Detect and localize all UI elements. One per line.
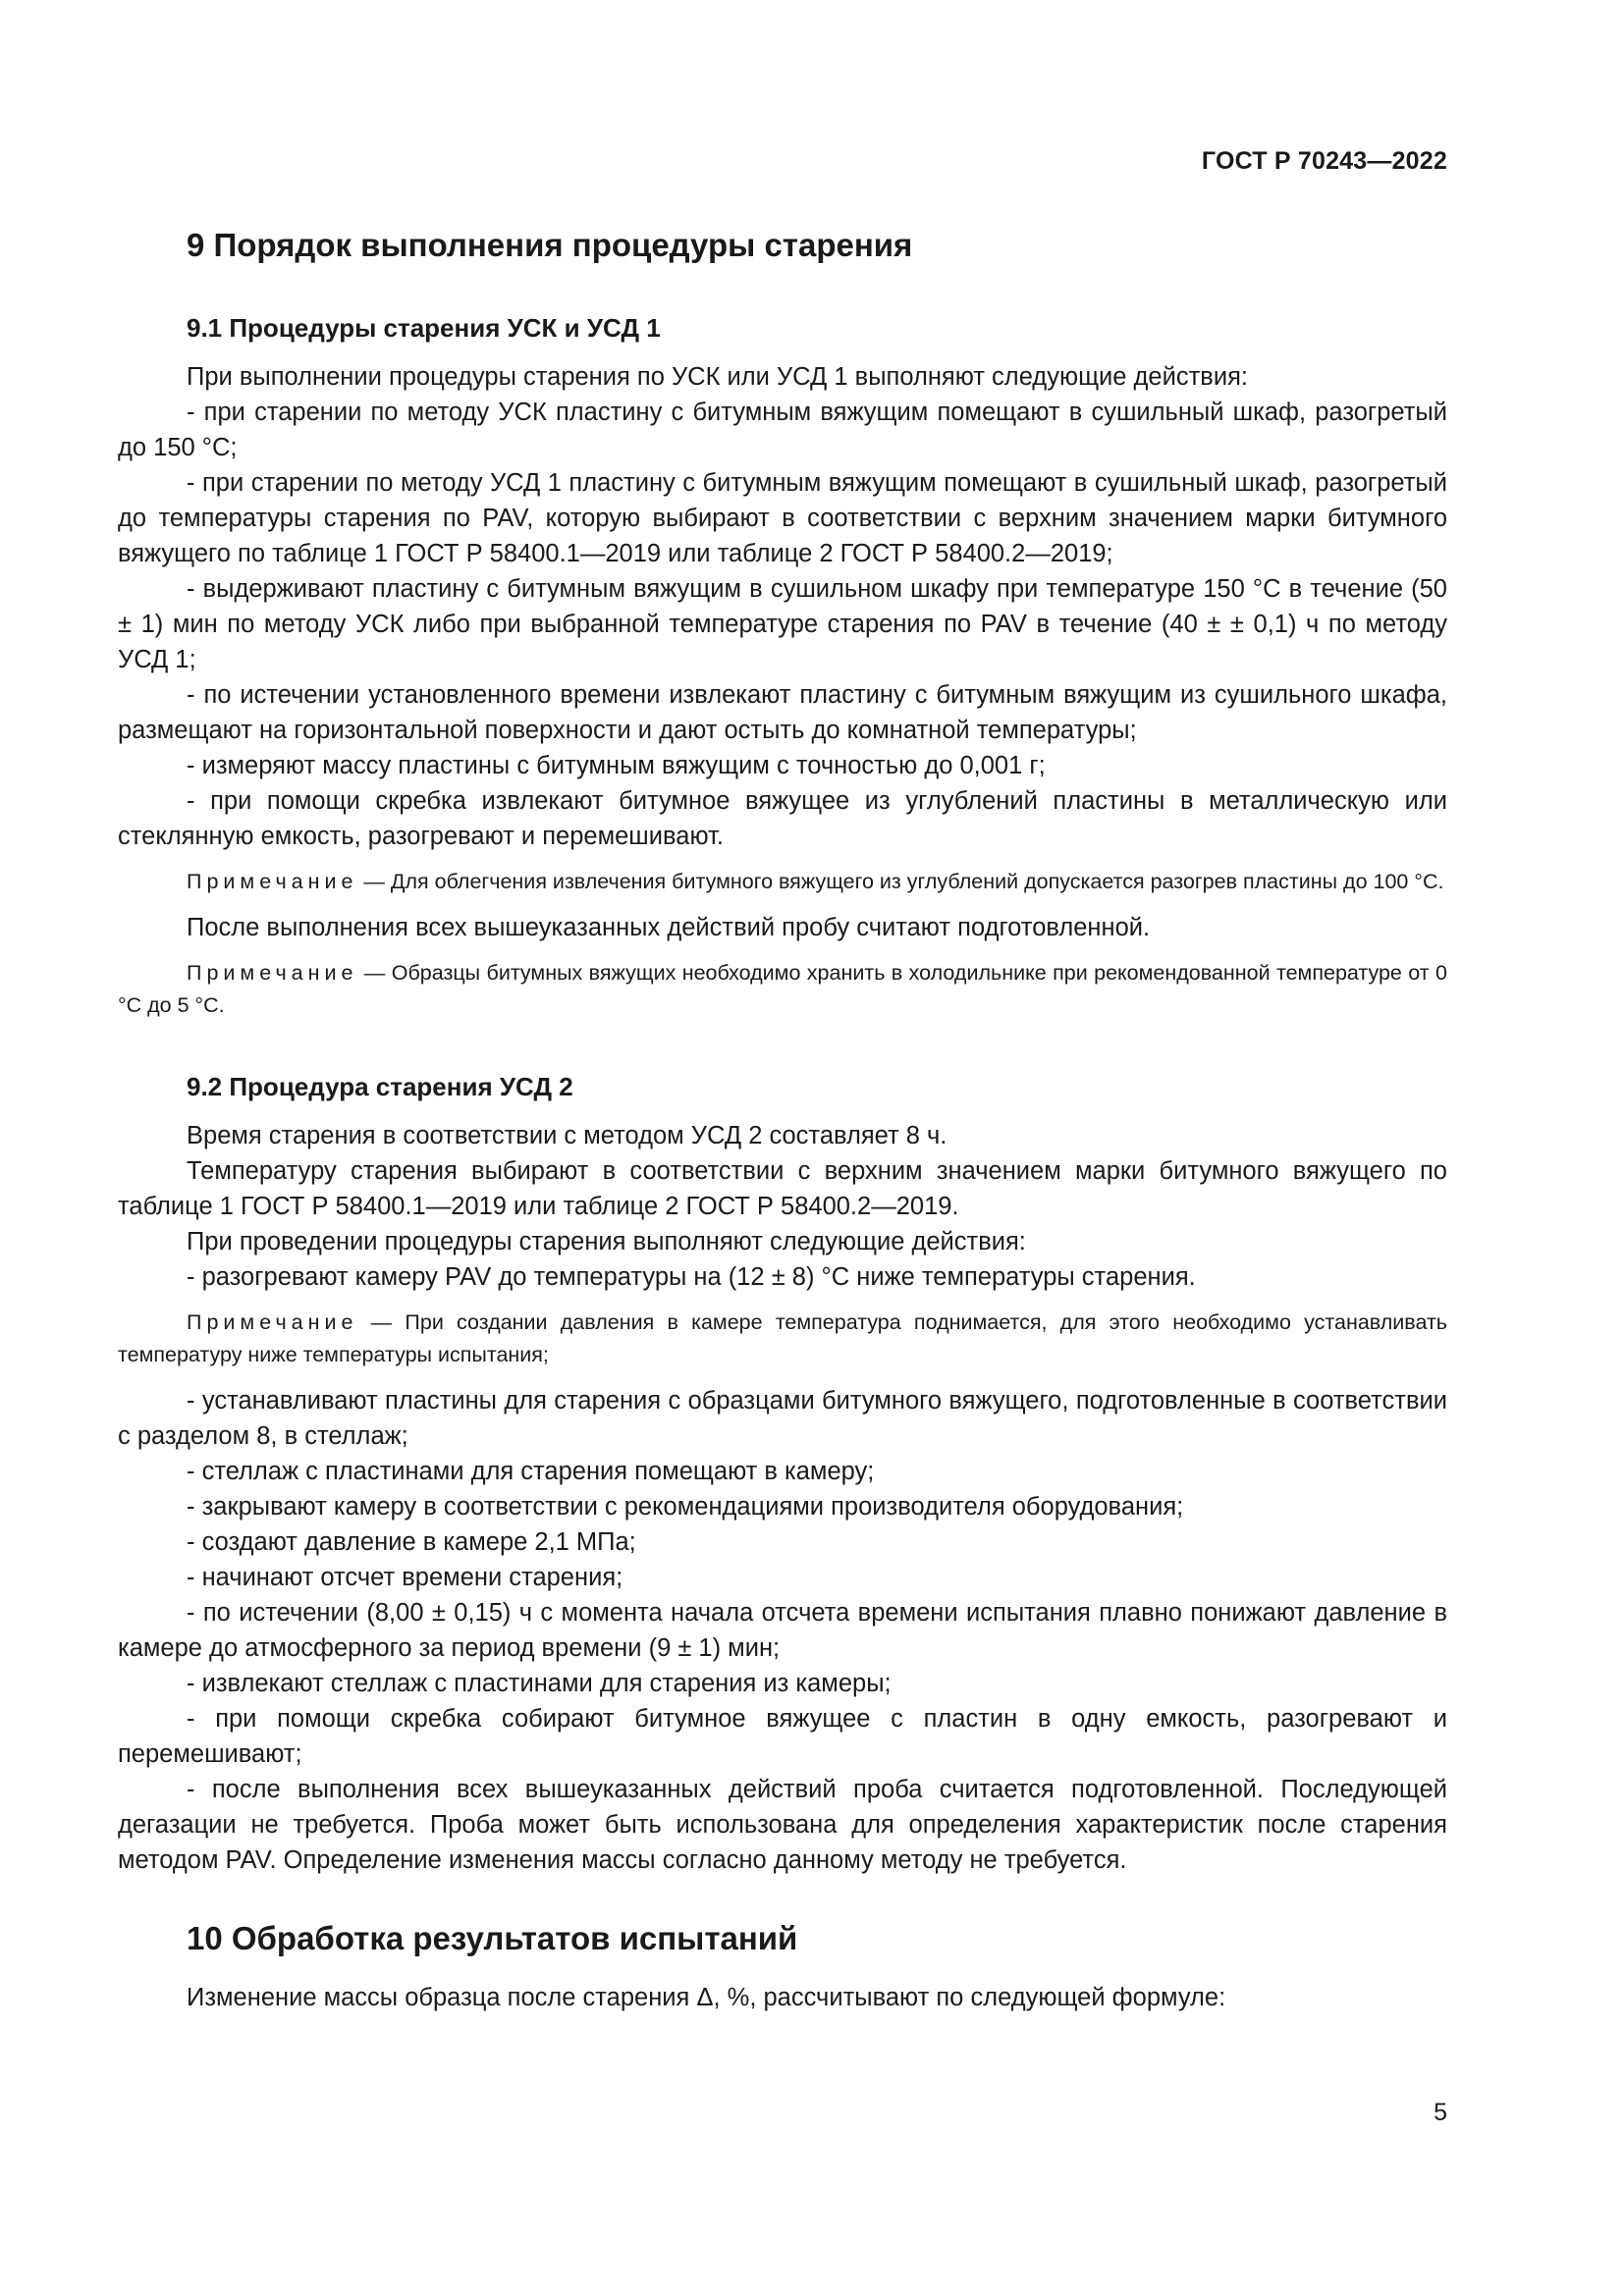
page-number: 5 [1434,2099,1447,2126]
document-header: ГОСТ Р 70243—2022 [1201,147,1447,175]
subsection-9-1-title: 9.1 Процедуры старения УСК и УСД 1 [187,313,661,343]
note [118,866,1447,898]
spacer [118,1034,1447,1069]
note-text: — Для облегчения извлечения битумного вяжущего из углублений допускается разогрев пластины до 100 °С. [357,870,1444,893]
note-label: Примечание [187,870,358,893]
list-item: - при старении по методу УСД 1 пластину с битумным вяжущим помещают в сушильный шкаф, разогретый до температуры старения по PAV, которую выбирают в соответствии с верхним значением марки битумного вяжущего по таблице 1 ГОСТ Р 58400.1—2019 или таблице 2 ГОСТ Р 58400.2—2019; [118,469,1447,567]
list-item: - после выполнения всех вышеуказанных действий проба считается подготовленной. Последующей дегазации не требуется. Проба может быть использована для определения характеристик после старения методом PAV. Определение изменения массы согласно данному методу не требуется. [118,1776,1447,1874]
paragraph: Время старения в соответствии с методом УСД 2 составляет 8 ч. [187,1122,947,1149]
section-9-title: 9 Порядок выполнения процедуры старения [187,227,913,263]
list-item: - по истечении установленного времени извлекают пластину с битумным вяжущим из сушильного шкафа, размещают на горизонтальной поверхности и дают остыть до комнатной температуры; [118,681,1447,744]
list-item: - начинают отсчет времени старения; [187,1564,623,1591]
note-text: — Образцы битумных вяжущих необходимо хранить в холодильнике при рекомендованной температуре от 0 °С до 5 °С. [118,961,1447,1017]
paragraph: После выполнения всех вышеуказанных действий пробу считают подготовленной. [187,914,1151,941]
list-item: - выдерживают пластину с битумным вяжущим в сушильном шкафу при температуре 150 °С в течение (50 ± 1) мин по методу УСК либо при выбранной температуре старения по PAV в течение (40 ± ± 0,1) ч по методу УСД 1; [118,575,1447,673]
list-item: - разогревают камеру PAV до температуры на (12 ± 8) °С ниже температуры старения. [187,1263,1196,1291]
list-item: - по истечении (8,00 ± 0,15) ч с момента начала отсчета времени испытания плавно понижают давление в камере до атмосферного за период времени (9 ± 1) мин; [118,1599,1447,1662]
subsection-9-2-title: 9.2 Процедура старения УСД 2 [187,1072,573,1101]
list-item: - устанавливают пластины для старения с образцами битумного вяжущего, подготовленные в соответствии с разделом 8, в стеллаж; [118,1387,1447,1450]
document-body [118,226,1447,2015]
note [118,957,1447,1022]
paragraph: При выполнении процедуры старения по УСК или УСД 1 выполняют следующие действия: [187,363,1248,391]
list-item: - измеряют массу пластины с битумным вяжущим с точностью до 0,001 г; [187,752,1046,779]
list-item: - закрывают камеру в соответствии с рекомендациями производителя оборудования; [187,1493,1184,1521]
list-item: - при помощи скребка собирают битумное вяжущее с пластин в одну емкость, разогревают и перемешивают; [118,1705,1447,1768]
paragraph: Изменение массы образца после старения Δ, %, рассчитывают по следующей формуле: [187,1984,1226,2011]
paragraph: Температуру старения выбирают в соответствии с верхним значением марки битумного вяжущего по таблице 1 ГОСТ Р 58400.1—2019 или таблице 2 ГОСТ Р 58400.2—2019. [118,1157,1447,1220]
list-item: - при старении по методу УСК пластину с битумным вяжущим помещают в сушильный шкаф, разогретый до 150 °С; [118,399,1447,461]
section-10-title: 10 Обработка результатов испытаний [187,1920,798,1956]
note [118,1307,1447,1371]
list-item: - создают давление в камере 2,1 МПа; [187,1528,636,1556]
list-item: - стеллаж с пластинами для старения помещают в камеру; [187,1458,875,1485]
list-item: - извлекают стеллаж с пластинами для старения из камеры; [187,1670,892,1697]
note-label: Примечание [187,961,358,985]
note-label: Примечание [187,1310,358,1334]
spacer [118,1878,1447,1919]
note-text: — При создании давления в камере температура поднимается, для этого необходимо устанавливать температуру ниже температуры испытания; [118,1310,1447,1366]
paragraph: При проведении процедуры старения выполняют следующие действия: [187,1228,1026,1255]
list-item: - при помощи скребка извлекают битумное вяжущее из углублений пластины в металлическую или стеклянную емкость, разогревают и перемешивают. [118,787,1447,850]
